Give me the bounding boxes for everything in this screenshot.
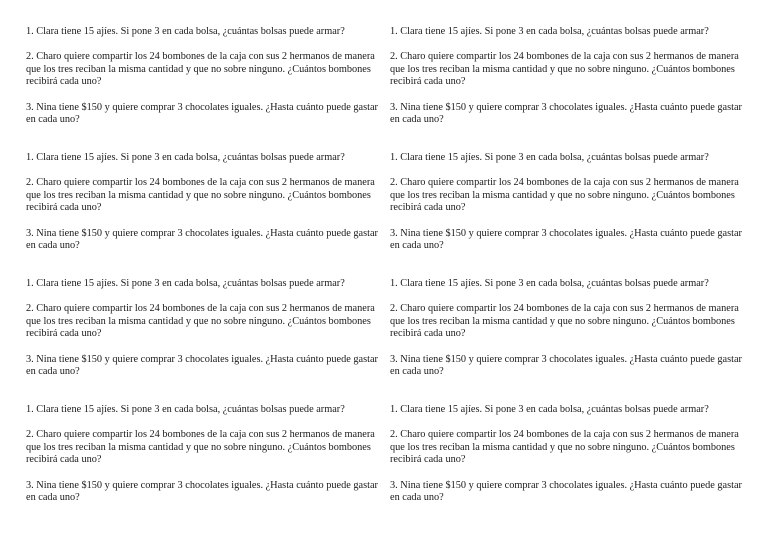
problem-2: 2. Charo quiere compartir los 24 bombones de la caja con sus 2 hermanos de manera que los tres reciban la misma cantidad y que no sobre ninguno. ¿Cuántos bombones recibirá cada uno? <box>390 51 739 88</box>
problem-2: 2. Charo quiere compartir los 24 bombones de la caja con sus 2 hermanos de manera que los tres reciban la misma cantidad y que no sobre ninguno. ¿Cuántos bombones recibirá cada uno? <box>26 51 375 88</box>
problem-3: 3. Nina tiene $150 y quiere comprar 3 chocolates iguales. ¿Hasta cuánto puede gastar en cada uno? <box>390 101 742 126</box>
problem-1: 1. Clara tiene 15 ajíes. Si pone 3 en cada bolsa, ¿cuántas bolsas puede armar? <box>390 26 709 37</box>
problem-3: 3. Nina tiene $150 y quiere comprar 3 chocolates iguales. ¿Hasta cuánto puede gastar en cada uno? <box>26 479 378 504</box>
problem-set-row4-right <box>390 404 742 505</box>
problem-set-row3-left <box>26 278 378 379</box>
problem-1: 1. Clara tiene 15 ajíes. Si pone 3 en cada bolsa, ¿cuántas bolsas puede armar? <box>26 404 345 415</box>
problem-3: 3. Nina tiene $150 y quiere comprar 3 chocolates iguales. ¿Hasta cuánto puede gastar en cada uno? <box>390 353 742 378</box>
problem-1: 1. Clara tiene 15 ajíes. Si pone 3 en cada bolsa, ¿cuántas bolsas puede armar? <box>26 26 345 37</box>
problem-3: 3. Nina tiene $150 y quiere comprar 3 chocolates iguales. ¿Hasta cuánto puede gastar en cada uno? <box>26 101 378 126</box>
problem-2: 2. Charo quiere compartir los 24 bombones de la caja con sus 2 hermanos de manera que los tres reciban la misma cantidad y que no sobre ninguno. ¿Cuántos bombones recibirá cada uno? <box>26 303 375 340</box>
problem-set-row3-right <box>390 278 742 379</box>
problem-set-row1-left <box>26 26 378 127</box>
problem-2: 2. Charo quiere compartir los 24 bombones de la caja con sus 2 hermanos de manera que los tres reciban la misma cantidad y que no sobre ninguno. ¿Cuántos bombones recibirá cada uno? <box>26 177 375 214</box>
problem-3: 3. Nina tiene $150 y quiere comprar 3 chocolates iguales. ¿Hasta cuánto puede gastar en cada uno? <box>26 227 378 252</box>
problem-1: 1. Clara tiene 15 ajíes. Si pone 3 en cada bolsa, ¿cuántas bolsas puede armar? <box>26 278 345 289</box>
problem-2: 2. Charo quiere compartir los 24 bombones de la caja con sus 2 hermanos de manera que los tres reciban la misma cantidad y que no sobre ninguno. ¿Cuántos bombones recibirá cada uno? <box>26 429 375 466</box>
problem-3: 3. Nina tiene $150 y quiere comprar 3 chocolates iguales. ¿Hasta cuánto puede gastar en cada uno? <box>26 353 378 378</box>
problem-3: 3. Nina tiene $150 y quiere comprar 3 chocolates iguales. ¿Hasta cuánto puede gastar en cada uno? <box>390 227 742 252</box>
problem-2: 2. Charo quiere compartir los 24 bombones de la caja con sus 2 hermanos de manera que los tres reciban la misma cantidad y que no sobre ninguno. ¿Cuántos bombones recibirá cada uno? <box>390 177 739 214</box>
problem-2: 2. Charo quiere compartir los 24 bombones de la caja con sus 2 hermanos de manera que los tres reciban la misma cantidad y que no sobre ninguno. ¿Cuántos bombones recibirá cada uno? <box>390 429 739 466</box>
problem-set-row2-left <box>26 152 378 253</box>
problem-2: 2. Charo quiere compartir los 24 bombones de la caja con sus 2 hermanos de manera que los tres reciban la misma cantidad y que no sobre ninguno. ¿Cuántos bombones recibirá cada uno? <box>390 303 739 340</box>
problem-set-row4-left <box>26 404 378 505</box>
problem-1: 1. Clara tiene 15 ajíes. Si pone 3 en cada bolsa, ¿cuántas bolsas puede armar? <box>390 152 709 163</box>
problem-1: 1. Clara tiene 15 ajíes. Si pone 3 en cada bolsa, ¿cuántas bolsas puede armar? <box>390 278 709 289</box>
problem-set-row1-right <box>390 26 742 127</box>
problem-1: 1. Clara tiene 15 ajíes. Si pone 3 en cada bolsa, ¿cuántas bolsas puede armar? <box>390 404 709 415</box>
problem-1: 1. Clara tiene 15 ajíes. Si pone 3 en cada bolsa, ¿cuántas bolsas puede armar? <box>26 152 345 163</box>
problem-set-row2-right <box>390 152 742 253</box>
problem-3: 3. Nina tiene $150 y quiere comprar 3 chocolates iguales. ¿Hasta cuánto puede gastar en cada uno? <box>390 479 742 504</box>
